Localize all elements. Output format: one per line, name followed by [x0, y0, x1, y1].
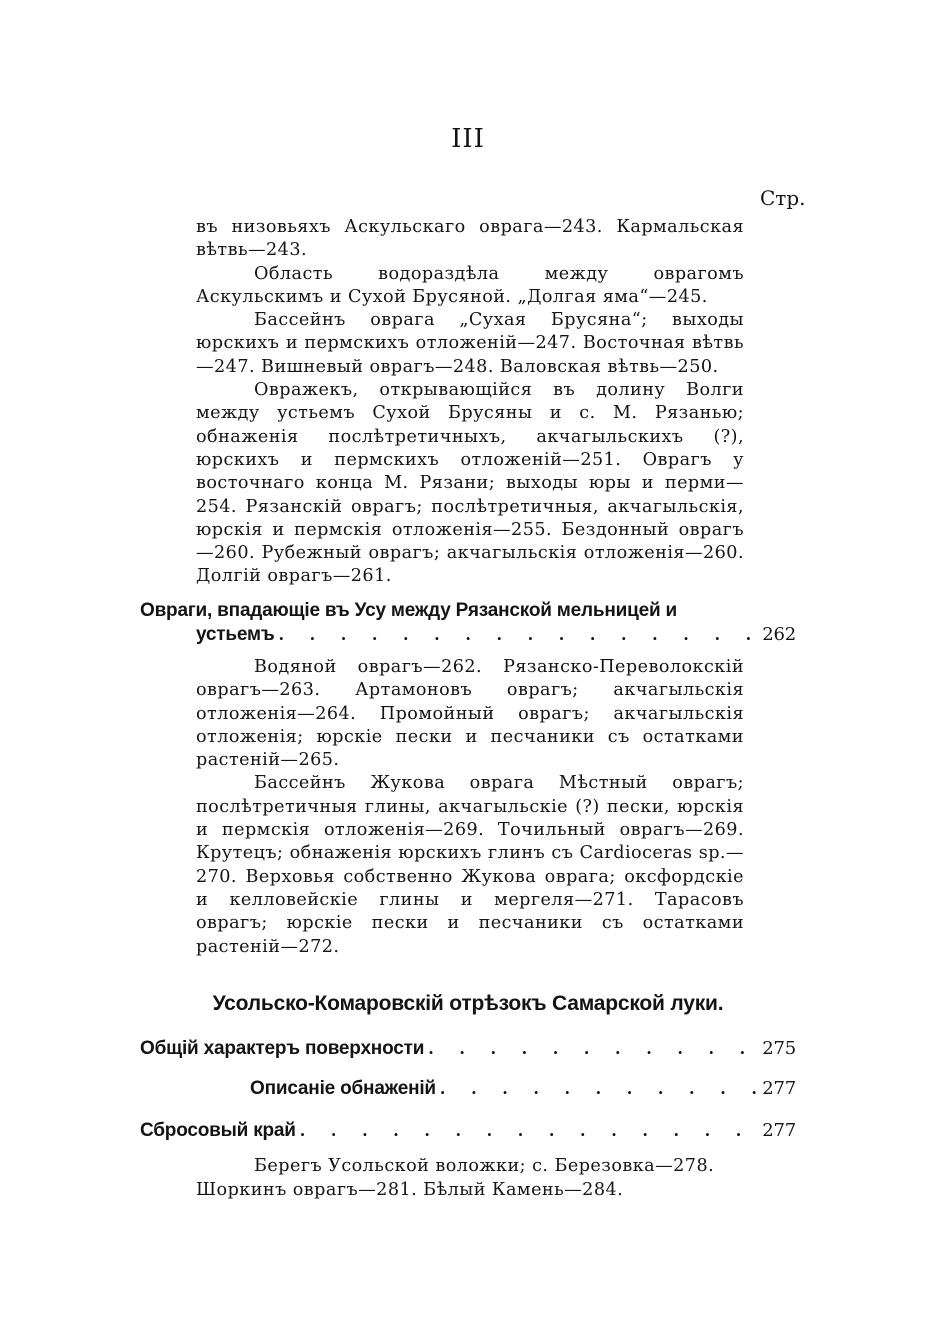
toc-entry-label: устьемъ — [196, 624, 275, 645]
toc-page-number: 277 — [762, 1120, 796, 1141]
section-title: Усольско-Комаровскій отрѣзокъ Самарской луки. — [212, 992, 724, 1015]
toc-entry-description — [250, 1078, 796, 1100]
text-line: Шоркинъ оврагъ—281. Бѣлый Камень—284. — [196, 1180, 624, 1200]
text-line: Берегъ Усольской воложки; с. Березовка—278. — [254, 1156, 715, 1176]
paragraph-block-2 — [196, 656, 744, 959]
toc-page-number: 277 — [762, 1078, 796, 1099]
paragraph: въ низовьяхъ Аскульскаго оврага—243. Кармальская вѣтвь—243. — [196, 217, 744, 261]
page-number: III — [451, 124, 485, 154]
toc-page-number: 262 — [762, 624, 796, 645]
paragraph-block-1 — [196, 216, 744, 589]
leader-dots — [296, 1121, 756, 1140]
leader-dots — [436, 1079, 756, 1098]
toc-entry-general-character — [140, 1038, 796, 1060]
page-column-header: Стр. — [760, 186, 806, 210]
toc-heading-1-line1: Овраги, впадающіе въ Усу между Рязанской мельницей и — [140, 600, 678, 621]
toc-entry-label: Сбросовый край — [140, 1120, 296, 1141]
toc-entry-ovragi — [196, 624, 796, 646]
paragraph: Водяной оврагъ—262. Рязанско-Переволокскій оврагъ—263. Артамоновъ оврагъ; акчагыльскія отложенія—264. Промойный оврагъ; акчагыльскія отложенія; юрскіе пески и песчаники съ остатками растеній—265. — [196, 657, 744, 771]
paragraph: Бассейнъ оврага „Сухая Брусяна“; выходы юрскихъ и пермскихъ отложеній—247. Восточная вѣтвь—247. Вишневый оврагъ—248. Валовская вѣтвь—250. — [196, 310, 744, 377]
toc-entry-label: Общій характеръ поверхности — [140, 1038, 425, 1059]
leader-dots — [274, 625, 756, 644]
leader-dots — [424, 1039, 756, 1058]
paragraph: Овражекъ, открывающійся въ долину Волги между устьемъ Сухой Брусяны и с. М. Рязанью; обнаженія послѣтретичныхъ, акчагыльскихъ (?), юрскихъ и пермскихъ отложеній—251. Оврагъ у восточнаго конца М. Рязани; выходы юры и перми—254. Рязанскій оврагъ; послѣтретичныя, акчагыльскія, юрскія и пермскія отложенія—255. Бездонный оврагъ—260. Рубежный оврагъ; акчагыльскія отложенія—260. Долгій оврагъ—261. — [196, 380, 744, 587]
paragraph: Область водораздѣла между оврагомъ Аскульскимъ и Сухой Брусяной. „Долгая яма“—245. — [196, 263, 744, 307]
paragraph: Бассейнъ Жукова оврага Мѣстный оврагъ; послѣтретичныя глины, акчагыльскіе (?) пески, юрскія и пермскія отложенія—269. Точильный оврагъ—269. Крутецъ; обнаженія юрскихъ глинъ съ Cardioceras sp.—270. Верховья собственно Жукова оврага; оксфордскіе и келловейскіе глины и мергеля—271. Тарасовъ оврагъ; юрскіе пески и песчаники съ остатками растеній—272. — [196, 773, 744, 957]
toc-entry-label: Описаніе обнаженій — [250, 1078, 436, 1099]
toc-page-number: 275 — [762, 1038, 796, 1059]
toc-entry-fault-edge — [140, 1120, 796, 1142]
